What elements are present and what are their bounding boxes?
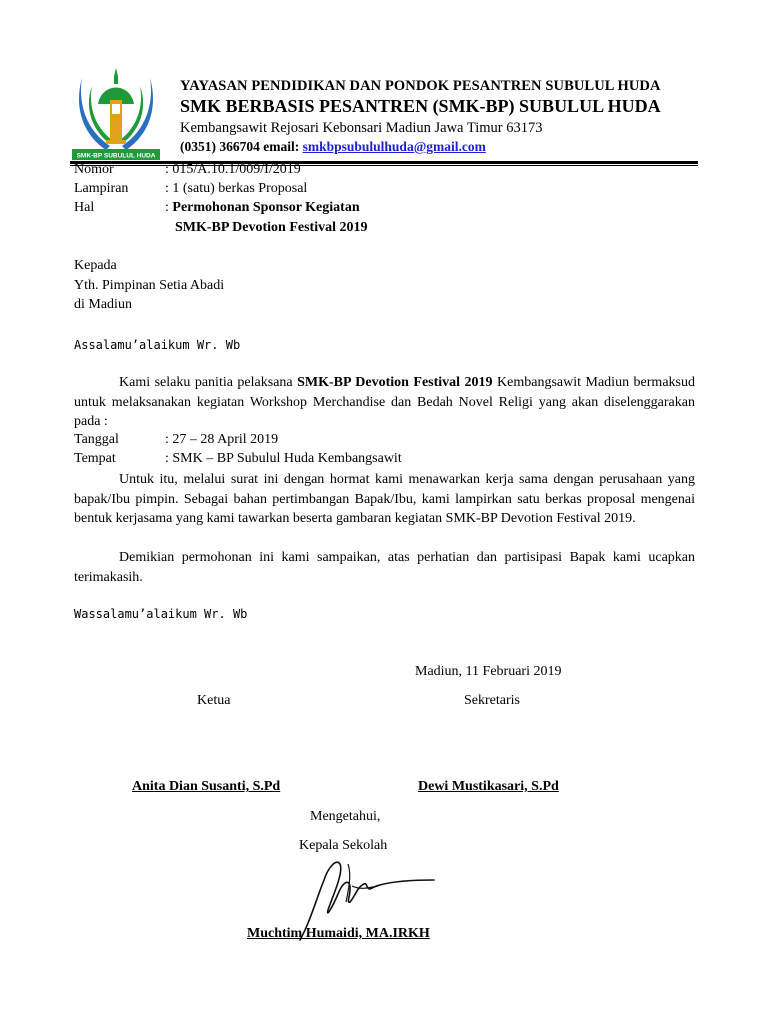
ketua-title: Ketua [197,693,231,708]
recipient-line2: Yth. Pimpinan Setia Abadi [74,278,225,293]
foundation-name: YAYASAN PENDIDIKAN DAN PONDOK PESANTREN SUBULUL HUDA [180,78,661,94]
kepala-title: Kepala Sekolah [299,838,388,853]
hal-value [165,200,360,216]
p2-text: Untuk itu, melalui surat ini dengan hormat kami menawarkan kerja sama dengan perusahaan yang bapak/Ibu pimpin. Sebagai bahan pertimbangan Bapak/Ibu, kami lampirkan satu berkas proposal mengenai bentuk kerjasama yang kami tawarkan beserta gambaran kegiatan SMK-BP Devotion Festival 2019. [74,472,695,526]
school-logo [68,64,164,162]
tanggal-label: Tanggal [74,432,119,447]
body-paragraph-2 [74,470,695,529]
nomor-label: Nomor [74,162,114,177]
tempat-value: : SMK – BP Subulul Huda Kembangsawit [165,451,402,466]
body-paragraph-1 [74,373,695,432]
hal-subject-line2: SMK-BP Devotion Festival 2019 [175,220,368,235]
p1-intro: Kami selaku panitia pelaksana [119,375,298,390]
recipient-line1: Kepada [74,258,117,273]
p1-rest: Kembangsawit Madiun bermaksud untuk melaksanakan kegiatan Workshop Merchandise dan Bedah Novel Religi yang akan diselenggarakan pada : [74,375,695,429]
tempat-label: Tempat [74,451,116,466]
recipient-line3: di Madiun [74,297,132,312]
closing-greeting: Wassalamu’alaikum Wr. Wb [74,607,248,621]
phone-label: (0351) 366704 email: [180,139,303,154]
hal-colon: : [165,200,173,215]
email-link[interactable]: smkbpsubululhuda@gmail.com [302,139,486,154]
place-date: Madiun, 11 Februari 2019 [415,664,562,679]
p3-text: Demikian permohonan ini kami sampaikan, atas perhatian dan partisipasi Bapak kami ucapkan terimakasih. [74,550,695,585]
lampiran-label: Lampiran [74,181,129,196]
logo-label: SMK-BP SUBULUL HUDA [76,152,156,160]
kepala-name: Muchtim Humaidi, MA.IRKH [247,926,430,941]
lampiran-value: : 1 (satu) berkas Proposal [165,181,308,196]
tanggal-value: : 27 – 28 April 2019 [165,432,279,447]
nomor-value: : 015/A.10.1/009/I/2019 [165,162,301,177]
hal-subject-line1: Permohonan Sponsor Kegiatan [172,200,360,215]
p1-event-name: SMK-BP Devotion Festival 2019 [297,375,493,390]
school-contact [180,139,486,155]
sekretaris-name: Dewi Mustikasari, S.Pd [418,779,559,794]
body-paragraph-3 [74,548,695,587]
sekretaris-title: Sekretaris [464,693,520,708]
school-address: Kembangsawit Rejosari Kebonsari Madiun Jawa Timur 63173 [180,120,543,136]
greeting: Assalamu’alaikum Wr. Wb [74,338,241,352]
mengetahui-label: Mengetahui, [310,809,381,824]
ketua-name: Anita Dian Susanti, S.Pd [132,779,281,794]
hal-label: Hal [74,200,95,215]
school-name: SMK BERBASIS PESANTREN (SMK-BP) SUBULUL HUDA [180,96,661,116]
